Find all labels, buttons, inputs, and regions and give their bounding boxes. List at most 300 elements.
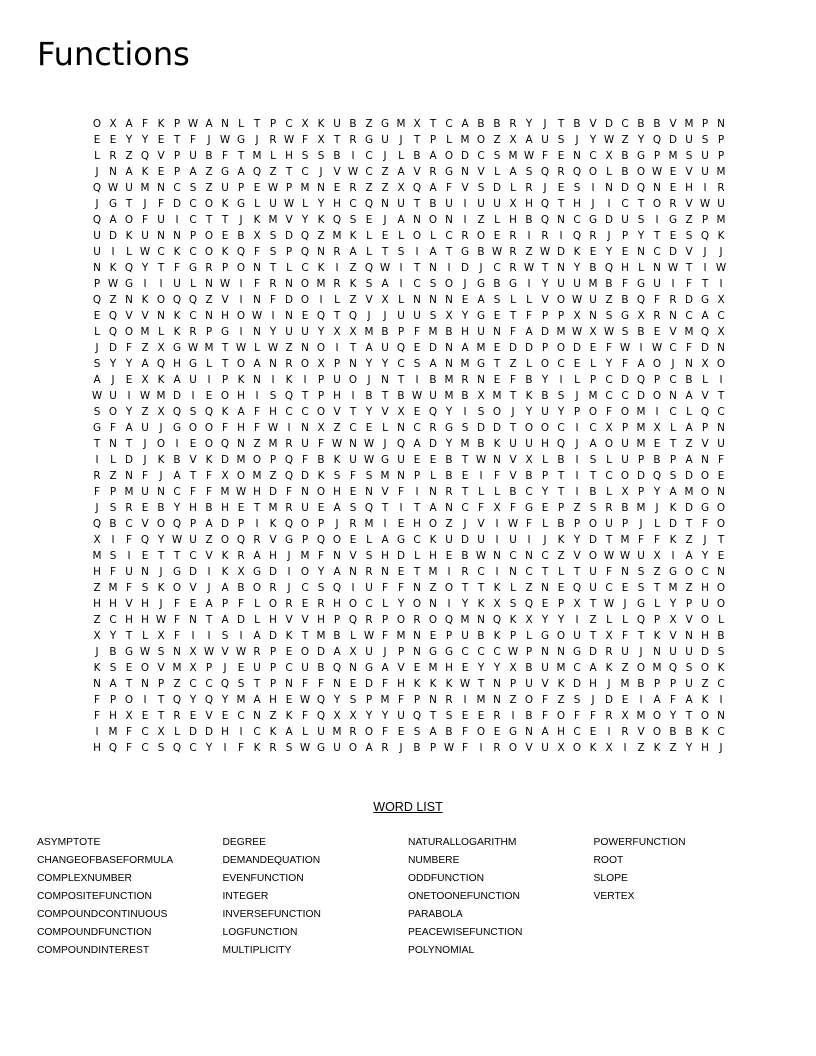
grid-letter: B	[493, 118, 501, 130]
grid-letter: H	[573, 198, 581, 210]
grid-letter: Q	[124, 262, 134, 274]
grid-letter: Z	[205, 534, 213, 546]
grid-letter: E	[221, 710, 229, 722]
grid-letter: Y	[141, 262, 149, 274]
grid-letter: F	[638, 534, 644, 546]
grid-letter: I	[127, 550, 131, 562]
grid-letter: B	[461, 550, 469, 562]
grid-letter: I	[639, 342, 643, 354]
grid-letter: O	[204, 438, 214, 450]
grid-letter: F	[126, 342, 132, 354]
grid-letter: X	[221, 470, 229, 482]
grid-row	[89, 196, 731, 212]
grid-letter: J	[607, 230, 611, 242]
grid-letter: I	[655, 214, 659, 226]
grid-letter: Z	[685, 438, 693, 450]
grid-letter: X	[605, 422, 613, 434]
grid-letter: Y	[109, 358, 117, 370]
grid-letter: E	[141, 710, 149, 722]
grid-letter: J	[543, 182, 547, 194]
grid-letter: S	[605, 310, 613, 322]
grid-letter: V	[701, 390, 709, 402]
grid-letter: R	[557, 166, 565, 178]
grid-letter: E	[557, 150, 565, 162]
grid-letter: T	[557, 198, 565, 210]
grid-letter: W	[219, 134, 231, 146]
grid-letter: Z	[349, 294, 357, 306]
grid-letter: M	[556, 662, 566, 674]
grid-letter: E	[541, 502, 549, 514]
word-list-item: POLYNOMIAL	[408, 945, 475, 956]
grid-letter: V	[541, 294, 549, 306]
grid-letter: X	[509, 198, 517, 210]
grid-letter: M	[300, 550, 310, 562]
grid-letter: D	[540, 326, 549, 338]
grid-letter: U	[141, 422, 149, 434]
grid-letter: K	[157, 454, 165, 466]
grid-letter: I	[127, 390, 131, 402]
grid-letter: Y	[701, 550, 709, 562]
grid-row	[89, 164, 731, 180]
grid-letter: Q	[316, 710, 326, 722]
grid-letter: C	[189, 246, 197, 258]
grid-letter: U	[717, 198, 725, 210]
grid-letter: P	[413, 694, 421, 706]
grid-letter: Z	[381, 166, 389, 178]
grid-letter: N	[157, 310, 165, 322]
grid-letter: K	[237, 374, 245, 386]
grid-letter: Y	[605, 246, 613, 258]
grid-letter: V	[205, 550, 213, 562]
grid-letter: R	[621, 726, 629, 738]
grid-letter: B	[237, 582, 245, 594]
grid-letter: P	[269, 118, 277, 130]
grid-letter: Z	[349, 262, 357, 274]
grid-letter: N	[221, 118, 229, 130]
grid-letter: V	[685, 198, 693, 210]
grid-letter: O	[524, 694, 534, 706]
grid-letter: J	[463, 278, 467, 290]
grid-letter: J	[95, 342, 99, 354]
grid-letter: U	[589, 294, 597, 306]
grid-letter: X	[381, 294, 389, 306]
grid-letter: A	[541, 726, 549, 738]
grid-letter: J	[287, 550, 291, 562]
grid-letter: H	[93, 566, 101, 578]
grid-letter: G	[316, 742, 326, 754]
grid-letter: F	[302, 710, 308, 722]
grid-letter: G	[220, 326, 230, 338]
grid-letter: X	[653, 422, 661, 434]
grid-letter: N	[685, 358, 693, 370]
grid-letter: D	[460, 534, 469, 546]
grid-letter: I	[207, 566, 211, 578]
grid-letter: O	[620, 406, 630, 418]
grid-letter: A	[525, 326, 533, 338]
grid-letter: P	[173, 150, 181, 162]
grid-letter: N	[413, 214, 421, 226]
grid-letter: V	[669, 630, 677, 642]
grid-letter: P	[205, 662, 213, 674]
grid-letter: T	[253, 502, 261, 514]
grid-letter: A	[333, 502, 341, 514]
grid-letter: R	[285, 358, 293, 370]
grid-letter: N	[333, 678, 341, 690]
grid-row	[89, 724, 731, 740]
grid-letter: T	[461, 454, 469, 466]
grid-letter: S	[557, 390, 565, 402]
grid-letter: P	[717, 150, 725, 162]
grid-letter: M	[652, 662, 662, 674]
grid-letter: S	[365, 278, 373, 290]
grid-letter: A	[205, 518, 213, 530]
grid-letter: C	[493, 262, 501, 274]
grid-letter: T	[221, 214, 229, 226]
grid-letter: F	[686, 342, 692, 354]
grid-letter: O	[700, 662, 710, 674]
grid-letter: R	[653, 310, 661, 322]
grid-letter: K	[317, 470, 325, 482]
grid-letter: N	[557, 646, 565, 658]
grid-letter: A	[685, 694, 693, 706]
grid-letter: D	[188, 566, 197, 578]
grid-letter: E	[557, 182, 565, 194]
grid-letter: D	[172, 390, 181, 402]
grid-letter: H	[285, 150, 293, 162]
grid-letter: U	[701, 598, 709, 610]
grid-letter: P	[685, 598, 693, 610]
grid-letter: U	[605, 518, 613, 530]
grid-letter: Z	[477, 214, 485, 226]
word-list-item: POWERFUNCTION	[593, 837, 686, 848]
grid-letter: J	[671, 358, 675, 370]
grid-letter: E	[557, 582, 565, 594]
grid-letter: J	[703, 246, 707, 258]
grid-letter: N	[477, 374, 485, 386]
grid-letter: M	[92, 550, 102, 562]
grid-letter: Z	[333, 422, 341, 434]
grid-letter: D	[604, 214, 613, 226]
grid-letter: M	[684, 118, 694, 130]
grid-letter: W	[363, 630, 375, 642]
grid-row	[89, 484, 731, 500]
grid-letter: O	[540, 358, 550, 370]
grid-letter: O	[124, 214, 134, 226]
grid-letter: N	[125, 294, 133, 306]
grid-letter: U	[397, 710, 405, 722]
grid-letter: V	[669, 326, 677, 338]
word-list-item: MULTIPLICITY	[222, 945, 292, 956]
grid-letter: B	[237, 230, 245, 242]
grid-letter: O	[588, 518, 598, 530]
grid-row	[89, 468, 731, 484]
grid-letter: V	[637, 726, 645, 738]
grid-letter: K	[221, 566, 229, 578]
grid-letter: I	[175, 214, 179, 226]
grid-letter: X	[605, 150, 613, 162]
grid-letter: O	[556, 710, 566, 722]
grid-letter: H	[269, 550, 277, 562]
grid-letter: Q	[604, 262, 614, 274]
grid-letter: O	[348, 374, 358, 386]
grid-letter: Y	[381, 710, 389, 722]
grid-letter: Y	[461, 598, 469, 610]
grid-letter: O	[204, 422, 214, 434]
grid-letter: M	[332, 726, 342, 738]
grid-letter: E	[397, 566, 405, 578]
grid-letter: P	[285, 246, 293, 258]
grid-letter: D	[188, 726, 197, 738]
grid-letter: Y	[605, 358, 613, 370]
grid-letter: Q	[204, 406, 214, 418]
grid-letter: O	[556, 294, 566, 306]
grid-letter: X	[157, 630, 165, 642]
grid-letter: W	[475, 550, 487, 562]
grid-letter: O	[156, 518, 166, 530]
grid-letter: U	[525, 678, 533, 690]
grid-letter: I	[495, 566, 499, 578]
grid-letter: N	[141, 678, 149, 690]
grid-letter: W	[571, 326, 583, 338]
grid-letter: C	[413, 422, 421, 434]
grid-letter: Y	[301, 214, 309, 226]
grid-letter: X	[605, 742, 613, 754]
grid-letter: U	[397, 454, 405, 466]
grid-letter: B	[445, 326, 453, 338]
grid-letter: T	[589, 470, 597, 482]
grid-letter: E	[365, 214, 373, 226]
grid-letter: C	[525, 566, 533, 578]
grid-letter: C	[557, 358, 565, 370]
grid-letter: D	[556, 246, 565, 258]
grid-letter: U	[349, 454, 357, 466]
grid-letter: P	[557, 598, 565, 610]
grid-letter: L	[686, 406, 692, 418]
grid-letter: T	[637, 630, 645, 642]
word-list-item: ONETOONEFUNCTION	[408, 891, 520, 902]
grid-letter: I	[463, 198, 467, 210]
grid-letter: V	[285, 614, 293, 626]
grid-row	[89, 452, 731, 468]
grid-letter: I	[335, 342, 339, 354]
grid-letter: X	[701, 358, 709, 370]
grid-letter: A	[509, 166, 517, 178]
grid-letter: H	[461, 326, 469, 338]
grid-letter: N	[557, 214, 565, 226]
grid-letter: Y	[125, 358, 133, 370]
grid-letter: S	[109, 550, 117, 562]
grid-letter: I	[95, 726, 99, 738]
grid-row	[89, 516, 731, 532]
grid-letter: O	[604, 438, 614, 450]
grid-letter: B	[637, 678, 645, 690]
grid-letter: K	[493, 438, 501, 450]
grid-letter: W	[235, 646, 247, 658]
grid-letter: F	[142, 118, 148, 130]
grid-letter: C	[717, 406, 725, 418]
grid-letter: P	[525, 646, 533, 658]
grid-letter: I	[239, 630, 243, 642]
grid-letter: R	[205, 262, 213, 274]
grid-letter: J	[719, 246, 723, 258]
grid-letter: N	[669, 390, 677, 402]
grid-letter: U	[93, 246, 101, 258]
grid-letter: W	[363, 454, 375, 466]
grid-letter: J	[223, 662, 227, 674]
grid-row	[89, 580, 731, 596]
grid-letter: F	[174, 262, 180, 274]
grid-letter: Y	[269, 326, 277, 338]
grid-letter: R	[237, 550, 245, 562]
grid-letter: S	[493, 294, 501, 306]
grid-letter: X	[333, 326, 341, 338]
grid-letter: G	[460, 246, 470, 258]
grid-letter: J	[143, 454, 147, 466]
grid-letter: S	[509, 598, 517, 610]
grid-letter: M	[428, 662, 438, 674]
grid-letter: H	[429, 550, 437, 562]
grid-letter: O	[300, 278, 310, 290]
grid-letter: J	[575, 438, 579, 450]
grid-letter: N	[701, 454, 709, 466]
grid-letter: T	[301, 630, 309, 642]
grid-letter: H	[221, 502, 229, 514]
grid-letter: N	[445, 502, 453, 514]
grid-letter: O	[220, 534, 230, 546]
grid-letter: N	[237, 438, 245, 450]
grid-letter: G	[124, 646, 134, 658]
grid-letter: U	[541, 742, 549, 754]
grid-letter: F	[142, 470, 148, 482]
grid-letter: C	[365, 150, 373, 162]
grid-letter: I	[575, 470, 579, 482]
grid-letter: M	[716, 166, 726, 178]
grid-letter: P	[557, 502, 565, 514]
grid-letter: S	[701, 134, 709, 146]
grid-letter: S	[157, 742, 165, 754]
grid-letter: K	[269, 518, 277, 530]
grid-letter: F	[590, 710, 596, 722]
grid-letter: K	[605, 662, 613, 674]
grid-letter: M	[316, 278, 326, 290]
grid-letter: Z	[205, 294, 213, 306]
grid-letter: M	[204, 342, 214, 354]
grid-letter: K	[221, 550, 229, 562]
grid-letter: Y	[525, 406, 533, 418]
grid-letter: Q	[188, 294, 198, 306]
grid-letter: L	[254, 342, 260, 354]
grid-letter: Y	[669, 710, 677, 722]
grid-letter: S	[589, 502, 597, 514]
grid-letter: Z	[317, 230, 325, 242]
grid-letter: E	[397, 518, 405, 530]
grid-letter: D	[572, 678, 581, 690]
grid-letter: F	[622, 278, 628, 290]
grid-row	[89, 404, 731, 420]
grid-letter: A	[93, 374, 101, 386]
grid-letter: U	[493, 198, 501, 210]
grid-letter: R	[285, 502, 293, 514]
grid-letter: E	[493, 342, 501, 354]
grid-letter: L	[254, 598, 260, 610]
grid-letter: J	[255, 134, 259, 146]
grid-letter: P	[573, 518, 581, 530]
grid-letter: X	[413, 118, 421, 130]
grid-letter: M	[108, 582, 118, 594]
grid-letter: P	[173, 118, 181, 130]
grid-letter: X	[349, 326, 357, 338]
grid-letter: S	[301, 150, 309, 162]
grid-letter: F	[302, 454, 308, 466]
grid-letter: P	[317, 390, 325, 402]
grid-letter: J	[159, 470, 163, 482]
grid-letter: E	[205, 390, 213, 402]
grid-letter: E	[493, 374, 501, 386]
grid-letter: V	[525, 742, 533, 754]
grid-letter: E	[477, 710, 485, 722]
grid-letter: X	[397, 406, 405, 418]
grid-letter: J	[591, 198, 595, 210]
grid-letter: E	[333, 182, 341, 194]
grid-letter: L	[190, 278, 196, 290]
grid-letter: Q	[284, 470, 294, 482]
grid-letter: E	[541, 598, 549, 610]
grid-letter: M	[428, 566, 438, 578]
grid-letter: N	[541, 582, 549, 594]
grid-letter: F	[478, 502, 484, 514]
grid-letter: D	[284, 230, 293, 242]
grid-letter: N	[349, 566, 357, 578]
grid-letter: E	[93, 310, 101, 322]
grid-letter: E	[413, 454, 421, 466]
grid-letter: K	[285, 630, 293, 642]
grid-letter: N	[141, 566, 149, 578]
grid-letter: R	[365, 614, 373, 626]
grid-letter: K	[701, 694, 709, 706]
grid-letter: G	[380, 454, 390, 466]
grid-letter: F	[302, 134, 308, 146]
grid-letter: X	[477, 390, 485, 402]
grid-letter: Y	[365, 710, 373, 722]
grid-letter: W	[107, 278, 119, 290]
grid-letter: C	[653, 246, 661, 258]
grid-letter: G	[540, 630, 550, 642]
grid-letter: Y	[317, 198, 325, 210]
grid-letter: K	[269, 726, 277, 738]
grid-letter: Q	[332, 582, 342, 594]
grid-letter: U	[621, 454, 629, 466]
grid-letter: P	[221, 598, 229, 610]
grid-letter: I	[383, 518, 387, 530]
grid-letter: F	[398, 582, 404, 594]
grid-letter: A	[253, 630, 261, 642]
grid-letter: U	[269, 198, 277, 210]
grid-letter: H	[701, 582, 709, 594]
grid-letter: N	[717, 486, 725, 498]
grid-letter: O	[684, 566, 694, 578]
grid-letter: E	[573, 358, 581, 370]
grid-letter: P	[669, 454, 677, 466]
grid-letter: L	[430, 230, 436, 242]
grid-letter: I	[559, 374, 563, 386]
grid-letter: K	[429, 678, 437, 690]
grid-letter: B	[477, 118, 485, 130]
word-list-item: COMPOSITEFUNCTION	[37, 891, 152, 902]
grid-letter: U	[429, 390, 437, 402]
grid-letter: L	[590, 358, 596, 370]
grid-letter: U	[477, 534, 485, 546]
grid-letter: S	[413, 726, 421, 738]
